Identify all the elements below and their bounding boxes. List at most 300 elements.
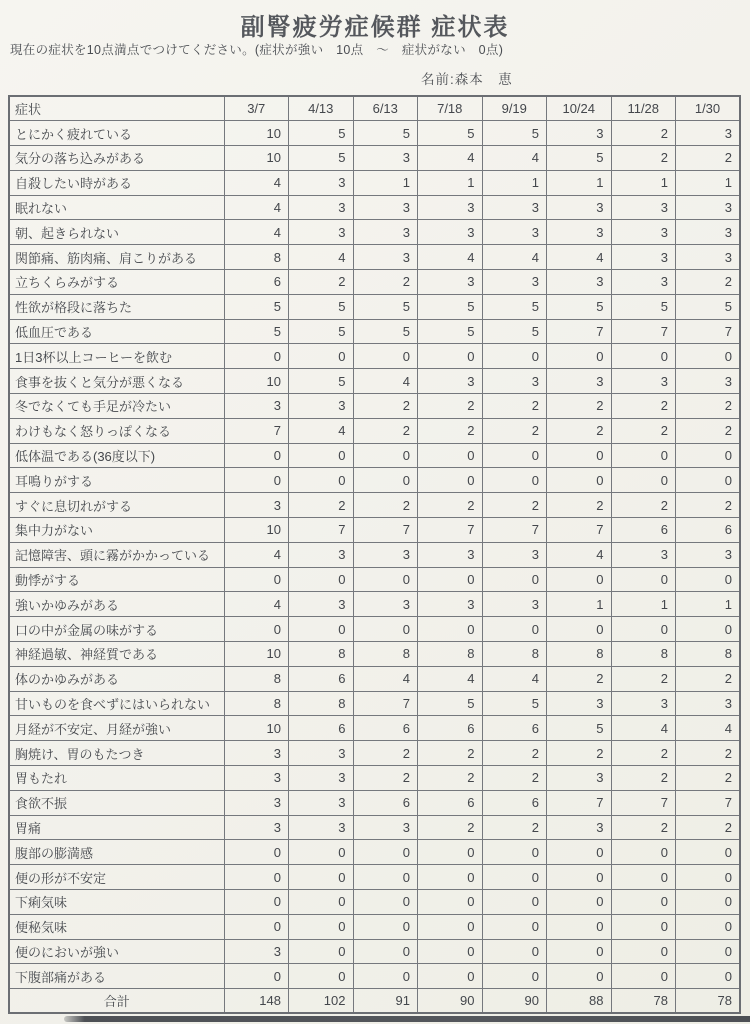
score-cell: 2 (289, 493, 354, 518)
symptom-name-cell: わけもなく怒りっぽくなる (9, 418, 224, 443)
score-cell: 2 (547, 741, 612, 766)
score-cell: 3 (353, 245, 418, 270)
score-cell: 3 (224, 741, 289, 766)
score-cell: 0 (353, 890, 418, 915)
symptom-name-cell: 下痢気味 (9, 890, 224, 915)
score-cell: 4 (611, 716, 676, 741)
score-cell: 0 (547, 443, 612, 468)
symptom-name-cell: 強いかゆみがある (9, 592, 224, 617)
score-cell: 0 (224, 914, 289, 939)
score-cell: 2 (353, 741, 418, 766)
score-cell: 4 (224, 195, 289, 220)
symptom-name-cell: 眠れない (9, 195, 224, 220)
score-cell: 0 (482, 617, 547, 642)
date-column-header: 1/30 (676, 96, 741, 121)
table-row (9, 493, 740, 518)
score-cell: 8 (353, 642, 418, 667)
score-cell: 10 (224, 518, 289, 543)
score-cell: 5 (224, 294, 289, 319)
score-cell: 3 (418, 542, 483, 567)
symptom-name-cell: 腹部の膨満感 (9, 840, 224, 865)
score-cell: 2 (676, 766, 741, 791)
score-cell: 0 (611, 468, 676, 493)
score-cell: 5 (289, 369, 354, 394)
score-cell: 3 (547, 815, 612, 840)
symptom-table (8, 95, 741, 1014)
date-column-header: 4/13 (289, 96, 354, 121)
score-cell: 2 (676, 270, 741, 295)
score-cell: 0 (676, 964, 741, 989)
score-cell: 0 (289, 939, 354, 964)
score-cell: 4 (289, 245, 354, 270)
score-cell: 1 (676, 592, 741, 617)
symptom-name-cell: 下腹部痛がある (9, 964, 224, 989)
score-cell: 3 (289, 542, 354, 567)
score-cell: 5 (676, 294, 741, 319)
score-cell: 6 (482, 716, 547, 741)
table-header-row (9, 96, 740, 121)
score-cell: 3 (611, 691, 676, 716)
symptom-name-cell: 神経過敏、神経質である (9, 642, 224, 667)
score-cell: 4 (547, 542, 612, 567)
table-row (9, 270, 740, 295)
score-cell: 8 (289, 642, 354, 667)
table-row (9, 741, 740, 766)
score-cell: 7 (676, 319, 741, 344)
score-cell: 0 (611, 964, 676, 989)
score-cell: 0 (418, 964, 483, 989)
score-cell: 2 (353, 418, 418, 443)
score-cell: 0 (547, 939, 612, 964)
score-cell: 0 (353, 617, 418, 642)
score-cell: 2 (418, 394, 483, 419)
score-cell: 0 (224, 443, 289, 468)
score-cell: 4 (418, 245, 483, 270)
score-cell: 2 (353, 766, 418, 791)
table-row (9, 567, 740, 592)
score-cell: 7 (418, 518, 483, 543)
score-cell: 3 (676, 691, 741, 716)
table-row (9, 542, 740, 567)
score-cell: 0 (676, 865, 741, 890)
score-cell: 3 (289, 815, 354, 840)
score-cell: 3 (611, 220, 676, 245)
score-cell: 2 (418, 418, 483, 443)
table-row (9, 890, 740, 915)
symptom-name-cell: すぐに息切れがする (9, 493, 224, 518)
total-label-cell: 合計 (9, 989, 224, 1014)
table-row (9, 344, 740, 369)
patient-name: 名前:森本 恵 (421, 72, 513, 87)
score-cell: 3 (224, 493, 289, 518)
score-cell: 6 (418, 790, 483, 815)
score-cell: 0 (482, 443, 547, 468)
date-column-header: 11/28 (611, 96, 676, 121)
symptom-name-cell: 集中力がない (9, 518, 224, 543)
symptom-name-cell: 便の形が不安定 (9, 865, 224, 890)
table-row (9, 642, 740, 667)
score-cell: 5 (353, 319, 418, 344)
score-cell: 2 (482, 766, 547, 791)
score-cell: 0 (418, 865, 483, 890)
score-cell: 0 (353, 443, 418, 468)
table-row (9, 220, 740, 245)
total-value-cell: 78 (611, 989, 676, 1014)
score-cell: 2 (676, 493, 741, 518)
score-cell: 0 (611, 890, 676, 915)
score-cell: 0 (482, 468, 547, 493)
score-cell: 0 (676, 939, 741, 964)
score-cell: 0 (289, 344, 354, 369)
score-cell: 8 (482, 642, 547, 667)
score-cell: 4 (224, 542, 289, 567)
symptom-name-cell: 低体温である(36度以下) (9, 443, 224, 468)
score-cell: 0 (289, 567, 354, 592)
table-row (9, 369, 740, 394)
score-cell: 0 (353, 865, 418, 890)
score-cell: 0 (482, 939, 547, 964)
symptom-name-cell: 口の中が金属の味がする (9, 617, 224, 642)
score-cell: 0 (353, 840, 418, 865)
score-cell: 3 (418, 195, 483, 220)
score-cell: 7 (611, 790, 676, 815)
score-cell: 0 (289, 914, 354, 939)
score-cell: 5 (289, 319, 354, 344)
score-cell: 0 (611, 914, 676, 939)
score-cell: 3 (418, 270, 483, 295)
table-row (9, 617, 740, 642)
score-cell: 0 (676, 567, 741, 592)
score-cell: 0 (482, 964, 547, 989)
score-cell: 0 (611, 840, 676, 865)
total-value-cell: 90 (482, 989, 547, 1014)
score-cell: 3 (482, 220, 547, 245)
score-cell: 2 (289, 270, 354, 295)
table-row (9, 319, 740, 344)
score-cell: 4 (353, 666, 418, 691)
total-value-cell: 102 (289, 989, 354, 1014)
score-cell: 6 (482, 790, 547, 815)
score-cell: 5 (418, 319, 483, 344)
score-cell: 3 (676, 369, 741, 394)
score-cell: 1 (676, 170, 741, 195)
score-cell: 0 (482, 344, 547, 369)
score-cell: 2 (418, 766, 483, 791)
date-column-header: 9/19 (482, 96, 547, 121)
score-cell: 3 (611, 542, 676, 567)
symptom-name-cell: 甘いものを食べずにはいられない (9, 691, 224, 716)
score-cell: 0 (547, 964, 612, 989)
score-cell: 0 (482, 865, 547, 890)
score-cell: 2 (611, 394, 676, 419)
score-cell: 0 (289, 468, 354, 493)
score-cell: 10 (224, 146, 289, 171)
score-cell: 1 (418, 170, 483, 195)
score-cell: 0 (353, 468, 418, 493)
score-cell: 10 (224, 121, 289, 146)
score-cell: 0 (611, 567, 676, 592)
score-cell: 5 (482, 294, 547, 319)
score-cell: 3 (224, 394, 289, 419)
symptom-name-cell: 体のかゆみがある (9, 666, 224, 691)
score-cell: 5 (547, 146, 612, 171)
score-cell: 0 (547, 567, 612, 592)
score-cell: 0 (676, 840, 741, 865)
score-cell: 2 (482, 815, 547, 840)
total-value-cell: 91 (353, 989, 418, 1014)
score-cell: 2 (611, 121, 676, 146)
score-cell: 3 (418, 592, 483, 617)
score-cell: 5 (482, 691, 547, 716)
symptom-name-cell: 関節痛、筋肉痛、肩こりがある (9, 245, 224, 270)
score-cell: 7 (547, 518, 612, 543)
score-cell: 4 (547, 245, 612, 270)
score-cell: 0 (224, 890, 289, 915)
score-cell: 3 (547, 220, 612, 245)
score-cell: 2 (676, 741, 741, 766)
score-cell: 0 (547, 865, 612, 890)
symptom-name-cell: 食欲不振 (9, 790, 224, 815)
score-cell: 7 (676, 790, 741, 815)
table-row (9, 691, 740, 716)
symptom-name-cell: 食事を抜くと気分が悪くなる (9, 369, 224, 394)
score-cell: 0 (418, 443, 483, 468)
score-cell: 3 (676, 195, 741, 220)
total-row (9, 989, 740, 1014)
score-cell: 3 (418, 220, 483, 245)
table-row (9, 170, 740, 195)
table-row (9, 666, 740, 691)
score-cell: 4 (482, 245, 547, 270)
score-cell: 3 (676, 220, 741, 245)
score-cell: 3 (224, 766, 289, 791)
symptom-name-cell: 気分の落ち込みがある (9, 146, 224, 171)
score-cell: 2 (353, 394, 418, 419)
total-value-cell: 88 (547, 989, 612, 1014)
score-cell: 6 (353, 716, 418, 741)
score-cell: 3 (289, 394, 354, 419)
score-cell: 0 (224, 344, 289, 369)
table-row (9, 815, 740, 840)
table-row (9, 840, 740, 865)
score-cell: 8 (224, 666, 289, 691)
score-cell: 0 (547, 617, 612, 642)
score-cell: 5 (224, 319, 289, 344)
score-cell: 3 (289, 170, 354, 195)
score-cell: 10 (224, 369, 289, 394)
score-cell: 5 (482, 121, 547, 146)
symptom-name-cell: 胸焼け、胃のもたつき (9, 741, 224, 766)
score-cell: 5 (289, 146, 354, 171)
score-cell: 10 (224, 716, 289, 741)
score-cell: 3 (676, 245, 741, 270)
score-cell: 3 (224, 790, 289, 815)
score-cell: 2 (547, 418, 612, 443)
table-row (9, 418, 740, 443)
score-cell: 3 (547, 121, 612, 146)
score-cell: 2 (611, 666, 676, 691)
score-cell: 0 (547, 890, 612, 915)
score-cell: 3 (547, 691, 612, 716)
score-cell: 7 (547, 319, 612, 344)
symptom-name-cell: 胃痛 (9, 815, 224, 840)
score-cell: 1 (353, 170, 418, 195)
score-cell: 7 (547, 790, 612, 815)
score-cell: 2 (611, 766, 676, 791)
score-cell: 10 (224, 642, 289, 667)
table-row (9, 914, 740, 939)
score-cell: 0 (547, 344, 612, 369)
score-cell: 4 (676, 716, 741, 741)
page-title: 副腎疲労症候群 症状表 (240, 14, 510, 41)
score-cell: 5 (353, 121, 418, 146)
score-cell: 0 (482, 840, 547, 865)
table-row (9, 790, 740, 815)
score-cell: 3 (353, 815, 418, 840)
score-cell: 2 (611, 815, 676, 840)
score-cell: 3 (611, 245, 676, 270)
score-cell: 8 (611, 642, 676, 667)
score-cell: 5 (547, 294, 612, 319)
score-cell: 2 (482, 741, 547, 766)
table-row (9, 766, 740, 791)
score-cell: 7 (353, 518, 418, 543)
score-cell: 8 (224, 245, 289, 270)
score-cell: 2 (611, 493, 676, 518)
symptom-name-cell: 1日3杯以上コーヒーを飲む (9, 344, 224, 369)
score-cell: 2 (611, 741, 676, 766)
score-cell: 6 (611, 518, 676, 543)
score-cell: 4 (224, 170, 289, 195)
score-cell: 0 (224, 840, 289, 865)
score-cell: 5 (547, 716, 612, 741)
score-cell: 0 (547, 840, 612, 865)
score-cell: 7 (482, 518, 547, 543)
score-cell: 4 (224, 592, 289, 617)
score-cell: 3 (611, 369, 676, 394)
score-cell: 3 (676, 542, 741, 567)
score-cell: 0 (482, 914, 547, 939)
score-cell: 0 (418, 939, 483, 964)
score-cell: 2 (482, 493, 547, 518)
score-cell: 0 (418, 344, 483, 369)
score-cell: 5 (482, 319, 547, 344)
score-cell: 3 (289, 741, 354, 766)
score-cell: 3 (611, 270, 676, 295)
score-cell: 0 (676, 468, 741, 493)
score-cell: 7 (289, 518, 354, 543)
score-cell: 2 (676, 146, 741, 171)
score-cell: 2 (482, 394, 547, 419)
date-column-header: 10/24 (547, 96, 612, 121)
symptom-name-cell: 便のにおいが強い (9, 939, 224, 964)
score-cell: 3 (547, 369, 612, 394)
score-cell: 7 (353, 691, 418, 716)
score-cell: 0 (611, 344, 676, 369)
symptom-name-cell: 耳鳴りがする (9, 468, 224, 493)
score-cell: 8 (224, 691, 289, 716)
score-cell: 0 (482, 567, 547, 592)
score-cell: 2 (418, 815, 483, 840)
symptom-name-cell: 自殺したい時がある (9, 170, 224, 195)
score-cell: 2 (611, 146, 676, 171)
score-cell: 3 (289, 220, 354, 245)
instructions-text: 現在の症状を10点満点でつけてください。(症状が強い 10点 ～ 症状がない 0点) (10, 43, 504, 57)
score-cell: 2 (547, 394, 612, 419)
score-cell: 3 (482, 542, 547, 567)
table-row (9, 443, 740, 468)
score-cell: 1 (611, 170, 676, 195)
symptom-name-cell: 朝、起きられない (9, 220, 224, 245)
score-cell: 2 (418, 493, 483, 518)
score-cell: 8 (676, 642, 741, 667)
score-cell: 4 (224, 220, 289, 245)
score-cell: 0 (676, 617, 741, 642)
symptom-name-cell: とにかく疲れている (9, 121, 224, 146)
table-row (9, 146, 740, 171)
table-row (9, 865, 740, 890)
score-cell: 1 (611, 592, 676, 617)
score-cell: 3 (482, 270, 547, 295)
score-cell: 0 (289, 865, 354, 890)
table-row (9, 195, 740, 220)
score-cell: 5 (418, 691, 483, 716)
score-cell: 0 (676, 914, 741, 939)
total-value-cell: 148 (224, 989, 289, 1014)
table-row (9, 592, 740, 617)
symptom-name-cell: 胃もたれ (9, 766, 224, 791)
score-cell: 3 (547, 766, 612, 791)
date-column-header: 6/13 (353, 96, 418, 121)
score-cell: 6 (353, 790, 418, 815)
score-cell: 0 (547, 914, 612, 939)
table-row (9, 245, 740, 270)
score-cell: 6 (289, 666, 354, 691)
score-cell: 4 (353, 369, 418, 394)
score-cell: 4 (418, 666, 483, 691)
score-cell: 0 (418, 468, 483, 493)
score-cell: 5 (289, 294, 354, 319)
score-cell: 3 (482, 195, 547, 220)
table-row (9, 121, 740, 146)
score-cell: 3 (353, 542, 418, 567)
score-cell: 0 (676, 890, 741, 915)
table-row (9, 939, 740, 964)
score-cell: 3 (289, 592, 354, 617)
symptom-name-cell: 動悸がする (9, 567, 224, 592)
symptom-name-cell: 低血圧である (9, 319, 224, 344)
symptom-table-body (9, 121, 740, 989)
score-cell: 5 (418, 294, 483, 319)
score-cell: 0 (289, 617, 354, 642)
score-cell: 0 (289, 964, 354, 989)
score-cell: 0 (418, 840, 483, 865)
total-value-cell: 90 (418, 989, 483, 1014)
score-cell: 3 (547, 195, 612, 220)
score-cell: 3 (289, 790, 354, 815)
score-cell: 3 (289, 766, 354, 791)
score-cell: 4 (482, 146, 547, 171)
score-cell: 3 (353, 146, 418, 171)
date-column-header: 3/7 (224, 96, 289, 121)
score-cell: 1 (482, 170, 547, 195)
scan-shadow-bar (64, 1016, 750, 1022)
score-cell: 0 (353, 939, 418, 964)
symptom-column-header: 症状 (9, 96, 224, 121)
score-cell: 0 (224, 865, 289, 890)
score-cell: 3 (224, 815, 289, 840)
score-cell: 0 (418, 914, 483, 939)
